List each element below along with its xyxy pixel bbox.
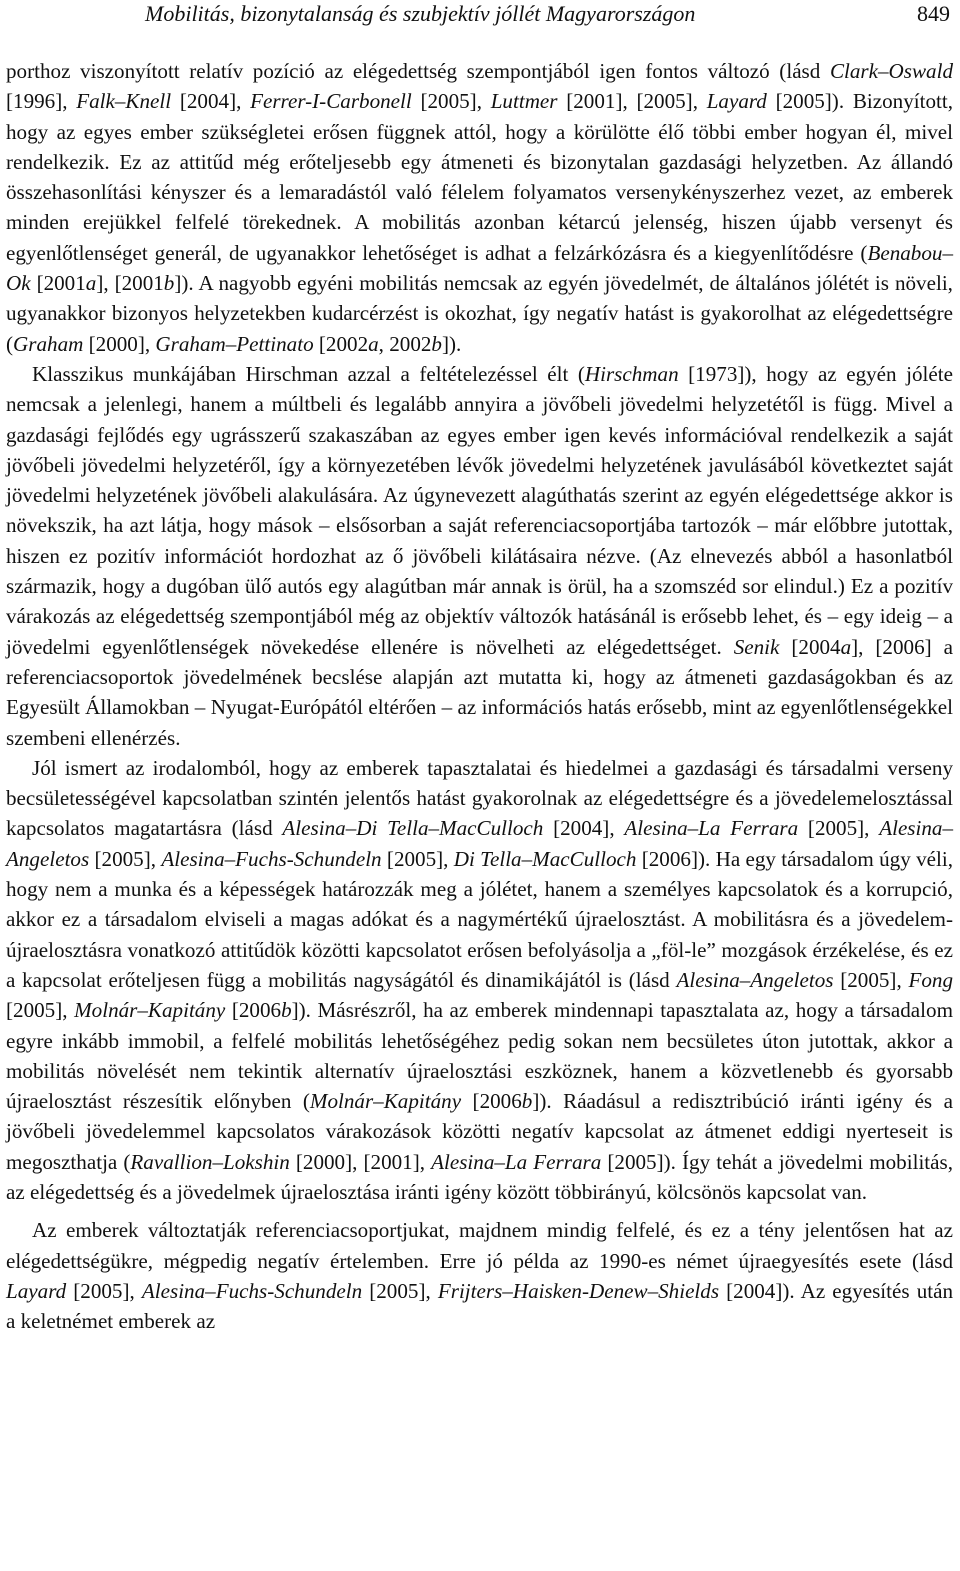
text-run: [2000], [2001], — [289, 1149, 432, 1174]
italic-citation: Alesina–La Ferrara — [431, 1149, 602, 1174]
text-run: [2005], — [411, 89, 491, 114]
text-run: [2006 — [225, 998, 282, 1023]
text-run: ]). Másrészről, ha az emberek mindennapi tapasztalata az, hogy a társadalom egyre inkább immobil, a felfelé mobilitás lehetőségéhez pedig sokan nem becsületes úton jutottak, akkor a mobilitás növelését nem tekintik alternatív újraelosztási eszköznek, hanem a közvetlenebb és gyorsabb újraelosztást részesítik előnyben ( — [6, 998, 953, 1114]
italic-citation: Layard — [706, 89, 767, 114]
text-run: ]). A nagyobb egyéni mobilitás nemcsak az egyén jövedelmét, de általános jólétét is növeli, ugyanakkor bizonyos helyzetekben kudarcérzést is okozhat, így negatív hatást is gyakorolhat az elégedettségre ( — [6, 271, 953, 356]
italic-citation: Alesina–Di Tella–MacCulloch — [282, 816, 544, 841]
paragraph-1 — [6, 56, 953, 359]
page-number: 849 — [917, 1, 950, 26]
text-run: [2004], — [543, 816, 625, 841]
article-body — [6, 56, 953, 1336]
text-run: [2005], — [6, 998, 75, 1023]
text-run: [2004], — [171, 89, 251, 114]
text-run: [2006]). Ha egy társadalom úgy véli, hogy nem a munka és a képességek határozzák meg a jólétet, hanem a személyes kapcsolatok és a korrupció, akkor ez a társadalom elviseli a magas adókat és a nagymértékű újraelosztást. A mobilitásra és a jövedelem-újraelosztásra vonatkozó attitűdök közötti kapcsolatot erősen befolyásolja a „föl-le” mozgások érzékelése, és ez a kapcsolat erőteljesen függ a mobilitás nagyságától és dinamikájától is (lásd — [6, 846, 953, 992]
paragraph-4 — [6, 1215, 953, 1336]
italic-citation: Alesina–Angeletos — [6, 816, 954, 871]
text-run: [2005], — [833, 967, 909, 992]
text-run: Jól ismert az irodalomból, hogy az emberek tapasztalatai és hiedelmei a gazdasági és társadalmi verseny becsületességével kapcsolatban szintén jelentős hatást gyakorolnak az elégedettségre és a jövedelemelosztással kapcsolatos magatartásra (lásd — [6, 755, 953, 841]
text-run: [1973]), hogy az egyén jóléte nemcsak a jelenlegi, hanem a múltbeli és legalább annyira a jövőbeli jövedelmi helyzetétől is függ. Mivel a gazdasági fejlődés egy ugrásszerű szakaszában az egyes ember igen kevés információval rendelkezik a saját jövőbeli jövedelmi helyzetéről, így a környezetében lévők jövedelmi helyzetének javulásából következtet saját jövedelmi helyzetének jövőbeli alakulására. Az úgynevezett alagúthatás szerint az egyén elégedettsége akkor is növekszik, ha azt látja, hogy mások – elsősorban a saját referenciacsoportjába tartozók – már előbbre jutottak, hiszen ez pozitív információt hordozhat az ő jövőbeli kilátásaira nézve. (Az elnevezés abból a hasonlatból származik, hogy a dugóban ülő autós egy alagútban már annak is örül, ha a szomszéd sor elindul.) Ez a pozitív várakozás az elégedettség szempontjából még az objektív változók hatásánál is erősebb lehet, és – egy ideig – a jövedelmi egyenlőtlenségek növekedése ellenére is növelheti az elégedettséget. — [6, 361, 953, 659]
text-run: , 2002 — [378, 331, 432, 356]
paragraph-3 — [6, 753, 953, 1207]
running-title: Mobilitás, bizonytalanság és szubjektív jóllét Magyarországon — [145, 1, 696, 26]
text-run: [2004]). Az egyesítés után a keletnémet emberek az — [6, 1278, 954, 1334]
italic-citation: Di Tella–MacCulloch — [453, 846, 637, 871]
italic-citation: Alesina–La Ferrara — [624, 816, 799, 841]
italic-citation: Alesina–Fuchs-Schundeln — [141, 1278, 363, 1303]
text-run: [2005], — [66, 1278, 142, 1303]
italic-citation: b — [521, 1089, 533, 1114]
text-run: ]). Ráadásul a redisztribúció iránti igény és a jövőbeli jövedelemmel kapcsolatos várakozások közötti negatív kapcsolat az átmenet eddigi nyerteseit is megoszthatja ( — [6, 1089, 953, 1174]
italic-citation: Graham — [13, 331, 84, 356]
italic-citation: Clark–Oswald — [829, 59, 953, 83]
text-run: ]). — [441, 331, 462, 356]
italic-citation: Benabou–Ok — [6, 240, 953, 296]
italic-citation: Senik — [733, 634, 780, 659]
text-run: [2004 — [779, 634, 841, 659]
text-run: [2005], — [89, 846, 162, 871]
text-run: [2005]). Így tehát a jövedelmi mobilitás, az elégedettség és a jövedelmek újraelosztása iránti igény között többirányú, kölcsönös kapcsolat van. — [6, 1149, 954, 1204]
italic-citation: Ferrer-I-Carbonell — [250, 89, 412, 114]
text-run: [2006 — [461, 1089, 522, 1114]
italic-citation: b — [163, 271, 175, 296]
italic-citation: Fong — [908, 967, 953, 992]
italic-citation: Alesina–Fuchs-Schundeln — [161, 846, 382, 871]
text-run: [2005], — [798, 816, 880, 841]
text-run: porthoz viszonyított relatív pozíció az elégedettség szempontjából igen fontos változó (lásd — [6, 59, 830, 83]
italic-citation: Graham–Pettinato — [155, 331, 314, 356]
text-run: [2005], — [362, 1278, 438, 1303]
italic-citation: Alesina–Angeletos — [676, 967, 834, 992]
text-run: ], [2006] a referenciacsoportok jövedelmének becslése alapján azt mutatta ki, hogy az átmeneti gazdaságokban és az Egyesült Államokban – Nyugat-Európától eltérően – az információs hatás erősebb, mint az egyenlőtlenségekkel szembeni ellenérzés. — [6, 634, 953, 750]
text-run: [2001], [2005], — [557, 89, 707, 114]
italic-citation: Luttmer — [490, 89, 558, 114]
text-run: [1996], — [6, 89, 77, 114]
text-run: [2005]). Bizonyított, hogy az egyes ember szükségletei erősen függnek attól, hogy a körülötte élő többi ember hogyan él, mivel rendelkezik. Ez az attitűd még erőteljesebb egy átmeneti és bizonytalan gazdasági helyzetben. Az állandó összehasonlítási kényszer és a lemaradástól való félelem folyamatos versenykényszerhez vezet, az emberek minden erejükkel felfelé törekednek. A mobilitás azonban kétarcú jelenség, hiszen újabb versenyt és egyenlőtlenséget generál, de ugyanakkor lehetőséget is adhat a felzárkózásra és a kiegyenlítődésre ( — [6, 89, 954, 265]
text-run: Klasszikus munkájában Hirschman azzal a feltételezéssel élt ( — [32, 361, 585, 386]
italic-citation: a — [368, 331, 379, 356]
text-run: [2001 — [30, 271, 86, 296]
paragraph-2 — [6, 359, 953, 753]
italic-citation: b — [281, 998, 292, 1023]
italic-citation: Falk–Knell — [76, 89, 172, 114]
text-run: [2002 — [313, 331, 369, 356]
italic-citation: Molnár–Kapitány — [74, 998, 226, 1023]
italic-citation: Frijters–Haisken-Denew–Shields — [437, 1278, 720, 1303]
italic-citation: a — [85, 271, 97, 296]
text-run: Az emberek változtatják referenciacsoportjukat, majdnem mindig felfelé, és ez a tény jelentősen hat az elégedettségükre, mégpedig negatív értelemben. Erre jó példa az 1990-es német újraegyesítés esete (lásd — [6, 1218, 953, 1273]
text-run: [2005], — [381, 846, 454, 871]
italic-citation: Layard — [6, 1278, 67, 1303]
italic-citation: b — [431, 331, 442, 356]
italic-citation: Hirschman — [584, 361, 679, 386]
italic-citation: Molnár–Kapitány — [309, 1089, 462, 1114]
text-run: [2000], — [83, 331, 156, 356]
italic-citation: a — [840, 634, 852, 659]
italic-citation: Ravallion–Lokshin — [130, 1149, 290, 1174]
text-run: ], [2001 — [96, 271, 164, 296]
